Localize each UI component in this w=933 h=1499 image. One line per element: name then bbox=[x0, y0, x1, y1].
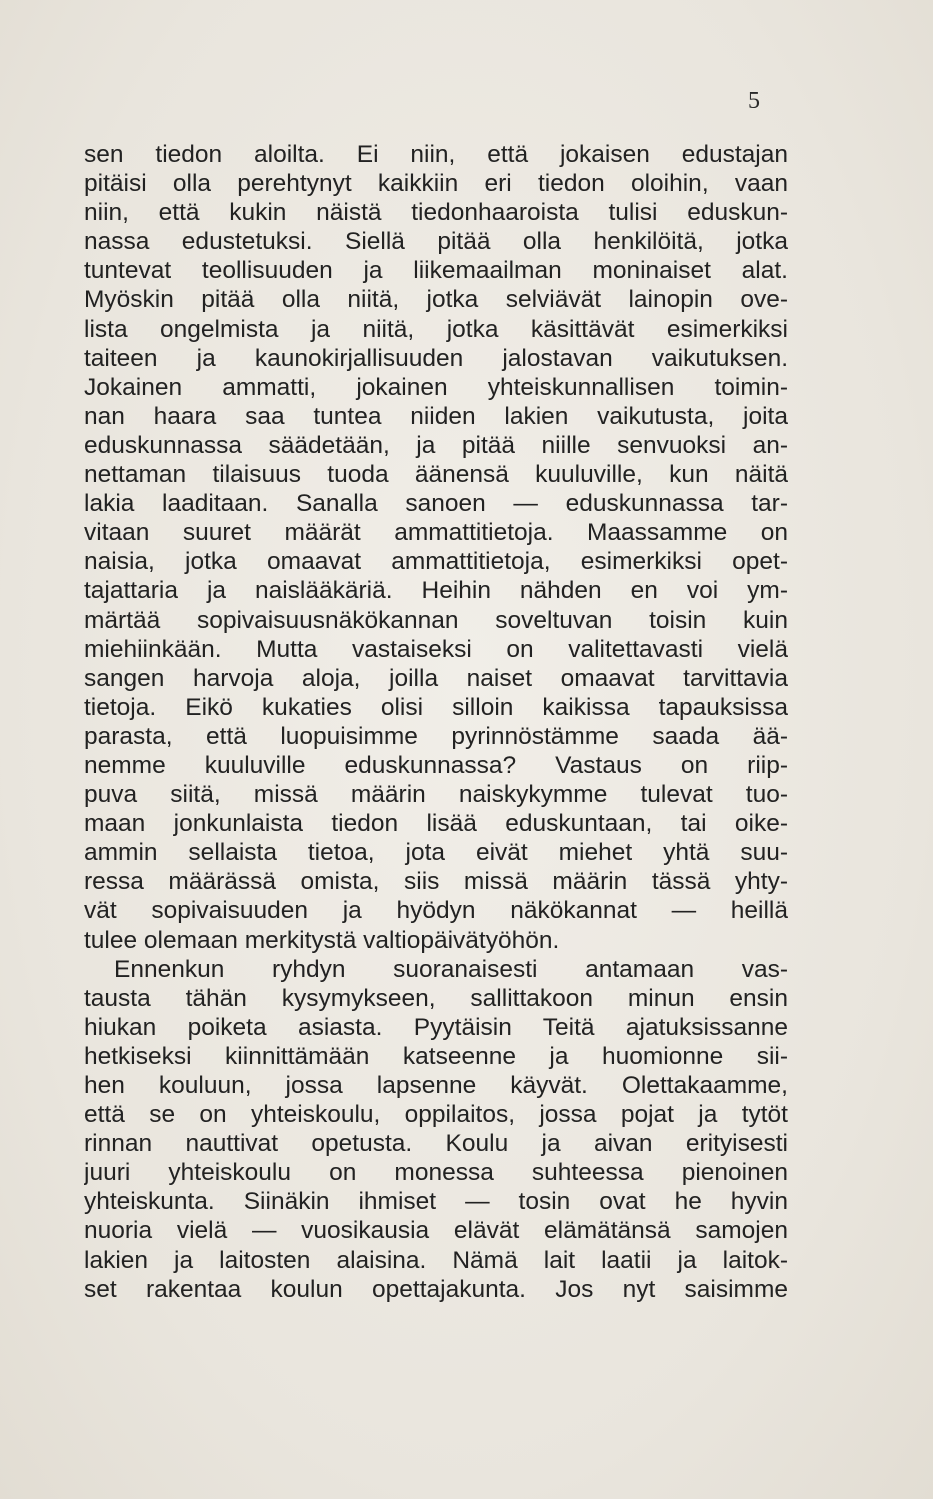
text-line: miehiinkään. Mutta vastaiseksi on valitettavasti vielä bbox=[84, 635, 788, 663]
text-line: Myöskin pitää olla niitä, jotka selviävät lainopin ove- bbox=[84, 286, 788, 314]
text-line: tajattaria ja naislääkäriä. Heihin nähden en voi ym- bbox=[84, 577, 788, 605]
text-line: vät sopivaisuuden ja hyödyn näkökannat — heillä bbox=[84, 897, 788, 925]
text-line: eduskunnassa säädetään, ja pitää niille senvuoksi an- bbox=[84, 431, 788, 459]
text-line: nan haara saa tuntea niiden lakien vaikutusta, joita bbox=[84, 402, 788, 430]
text-line: vitaan suuret määrät ammattitietoja. Maassamme on bbox=[84, 519, 788, 547]
text-line: rinnan nauttivat opetusta. Koulu ja aivan erityisesti bbox=[84, 1130, 788, 1158]
text-line: naisia, jotka omaavat ammattitietoja, esimerkiksi opet- bbox=[84, 548, 788, 576]
page-number: 5 bbox=[748, 88, 760, 114]
text-line: märtää sopivaisuusnäkökannan soveltuvan toisin kuin bbox=[84, 606, 788, 634]
text-line: pitäisi olla perehtynyt kaikkiin eri tiedon oloihin, vaan bbox=[84, 170, 788, 198]
text-line: Ennenkun ryhdyn suoranaisesti antamaan vas- bbox=[114, 955, 788, 983]
text-line: ammin sellaista tietoa, jota eivät miehet yhtä suu- bbox=[84, 839, 788, 867]
text-line: parasta, että luopuisimme pyrinnöstämme saada ää- bbox=[84, 722, 788, 750]
text-line: lakien ja laitosten alaisina. Nämä lait laatii ja laitok- bbox=[84, 1246, 788, 1274]
text-line: taiteen ja kaunokirjallisuuden jalostavan vaikutuksen. bbox=[84, 344, 788, 372]
body-text bbox=[84, 140, 788, 1304]
text-line: nettaman tilaisuus tuoda äänensä kuuluville, kun näitä bbox=[84, 461, 788, 489]
text-line: niin, että kukin näistä tiedonhaaroista tulisi eduskun- bbox=[84, 199, 788, 227]
text-line: tausta tähän kysymykseen, sallittakoon minun ensin bbox=[84, 984, 788, 1012]
text-line: nassa edustetuksi. Siellä pitää olla henkilöitä, jotka bbox=[84, 228, 788, 256]
text-line: että se on yhteiskoulu, oppilaitos, jossa pojat ja tytöt bbox=[84, 1101, 788, 1129]
text-line: sangen harvoja aloja, joilla naiset omaavat tarvittavia bbox=[84, 664, 788, 692]
text-line: hen kouluun, jossa lapsenne käyvät. Olettakaamme, bbox=[84, 1072, 788, 1099]
text-line: hetkiseksi kiinnittämään katseenne ja huomionne sii- bbox=[84, 1042, 788, 1070]
text-line: Jokainen ammatti, jokainen yhteiskunnallisen toimin- bbox=[84, 373, 788, 401]
text-line: tuntevat teollisuuden ja liikemaailman moninaiset alat. bbox=[84, 257, 788, 285]
text-line: hiukan poiketa asiasta. Pyytäisin Teitä ajatuksissanne bbox=[84, 1013, 788, 1041]
text-line: lista ongelmista ja niitä, jotka käsittävät esimerkiksi bbox=[84, 315, 788, 343]
text-line: nuoria vielä — vuosikausia elävät elämätänsä samojen bbox=[84, 1217, 788, 1245]
text-line: lakia laaditaan. Sanalla sanoen — eduskunnassa tar- bbox=[84, 490, 788, 518]
text-line: tulee olemaan merkitystä valtiopäivätyöhön. bbox=[84, 926, 560, 954]
text-line: nemme kuuluville eduskunnassa? Vastaus on riip- bbox=[84, 751, 788, 779]
text-line: tietoja. Eikö kukaties olisi silloin kaikissa tapauksissa bbox=[84, 693, 788, 721]
text-line: maan jonkunlaista tiedon lisää eduskuntaan, tai oike- bbox=[84, 810, 788, 838]
text-line: puva siitä, missä määrin naiskykymme tulevat tuo- bbox=[84, 781, 788, 809]
text-line: ressa määrässä omista, siis missä määrin tässä yhty- bbox=[84, 868, 788, 896]
text-line: juuri yhteiskoulu on monessa suhteessa pienoinen bbox=[84, 1159, 788, 1187]
text-line: yhteiskunta. Siinäkin ihmiset — tosin ovat he hyvin bbox=[84, 1188, 788, 1216]
text-line: sen tiedon aloilta. Ei niin, että jokaisen edustajan bbox=[84, 141, 788, 168]
text-line: set rakentaa koulun opettajakunta. Jos nyt saisimme bbox=[84, 1275, 788, 1303]
